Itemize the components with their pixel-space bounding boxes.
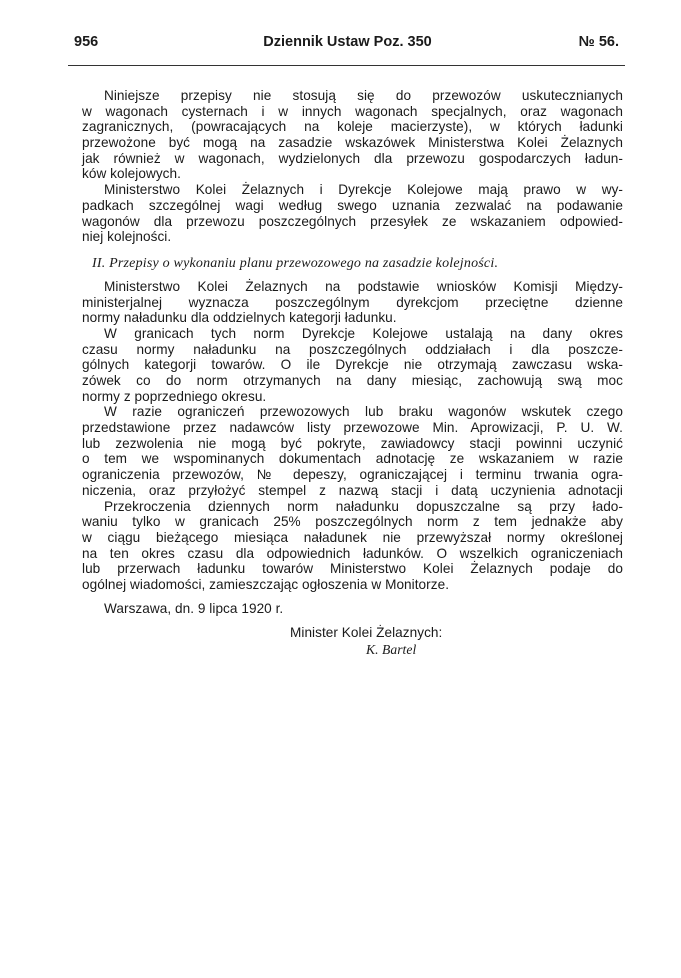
text-line: waniu tylko w granicach 25% poszczególnych norm z tem jednakże aby <box>82 514 623 530</box>
section2-paragraph4 <box>82 499 623 593</box>
text-line: ogólnej wiadomości, zamieszczając ogłoszenia w Monitorze. <box>82 576 450 592</box>
document-body <box>82 88 623 659</box>
text-line: wagonów dla przewozu poszczególnych przesyłek ze wskazaniem odpowied- <box>82 213 623 229</box>
text-line: Ministerstwo Kolei Żelaznych i Dyrekcje Kolejowe mają prawo w wy- <box>104 182 623 198</box>
text-line: padkach szczególnej wagi według swego uznania zezwalać na podawanie <box>82 197 623 213</box>
text-line: na ten okres czasu dla odpowiednich ładunków. O wszelkich ograniczeniach <box>82 545 623 561</box>
page-header <box>70 34 625 54</box>
section2-heading: II. Przepisy o wykonaniu planu przewozowego na zasadzie kolejności. <box>92 255 499 271</box>
text-line: niej kolejności. <box>82 229 172 245</box>
text-line: lub przerwach ładunku towarów Ministerstwo Kolei Żelaznych podaje do <box>82 561 623 577</box>
signature-date: Warszawa, dn. 9 lipca 1920 r. <box>104 600 284 616</box>
text-line: zówek co do norm otrzymanych na dany miesiąc, zachowują swą moc <box>82 373 623 388</box>
text-line: czasu normy naładunku na poszczególnych oddziałach i dla poszcze- <box>82 341 623 357</box>
page-number: 956 <box>74 34 99 50</box>
text-line: lub zezwolenia nie mogą być pokryte, zawiadowcy stacji powinni uczynić <box>82 435 623 451</box>
section2-paragraph3 <box>82 404 623 498</box>
text-line: Ministerstwo Kolei Żelaznych na podstawie wniosków Komisji Między- <box>104 278 623 294</box>
text-line: ków kolejowych. <box>82 166 181 182</box>
text-line: W granicach tych norm Dyrekcje Kolejowe ustalają na dany okres <box>104 325 623 341</box>
text-line: w wagonach cysternach i w innych wagonach specjalnych, oraz wagonach <box>82 103 623 119</box>
text-line: niczenia, oraz przyłożyć stempel z nazwą stacji i datą uczynienia adnotacji <box>82 482 623 498</box>
text-line: jak również w wagonach, wydzielonych dla przewozu gospodarczych ładun- <box>82 150 623 166</box>
section2-paragraph1 <box>82 279 623 326</box>
signature-name: K. Bartel <box>366 641 417 657</box>
text-line: Niniejsze przepisy nie stosują się do przewozów uskuteczniaпуch <box>104 88 623 103</box>
text-line: w ciągu bieżącego miesiąca naładunek nie przewyższał normy określonej <box>82 529 623 545</box>
text-line: przewożone być mogą na zasadzie wskazówek Ministerstwa Kolei Żelaznych <box>82 135 623 151</box>
journal-title: Dziennik Ustaw Poz. 350 <box>263 34 432 50</box>
section2-paragraph2 <box>82 326 623 404</box>
text-line: gólnych kategorji towarów. O ile Dyrekcje nie otrzymają zawczasu wska- <box>82 357 623 373</box>
text-line: W razie ograniczeń przewozowych lub braku wagonów wskutek czego <box>104 404 623 420</box>
section1-paragraph1 <box>82 88 623 182</box>
signature-role: Minister Kolei Żelaznych: <box>290 624 443 640</box>
text-line: o tem we wspominanych dokumentach adnotację ze wskazaniem w razie <box>82 451 623 467</box>
text-line: normy z poprzedniego okresu. <box>82 388 267 404</box>
text-line: ministerjalnej wyznacza poszczególnym dyrekcjom przeciętne dzienne <box>82 294 623 310</box>
text-line: normy naładunku dla oddzielnych kategorji ładunku. <box>82 310 397 326</box>
text-line: ograniczenia przewozów, № depeszy, ograniczającej i terminu trwania ogra- <box>82 467 623 483</box>
header-divider <box>68 65 625 66</box>
issue-number: № 56. <box>578 34 619 50</box>
text-line: zagranicznych, (powracających na koleje macierzyste), w których ładunki <box>82 119 623 135</box>
text-line: Przekroczenia dziennych norm naładunku dopuszczalne są przy łado- <box>104 498 623 514</box>
section1-paragraph2 <box>82 182 623 245</box>
text-line: przedstawione przez nadawców listy przewozowe Min. Aprowizacji, P. U. W. <box>82 420 623 436</box>
